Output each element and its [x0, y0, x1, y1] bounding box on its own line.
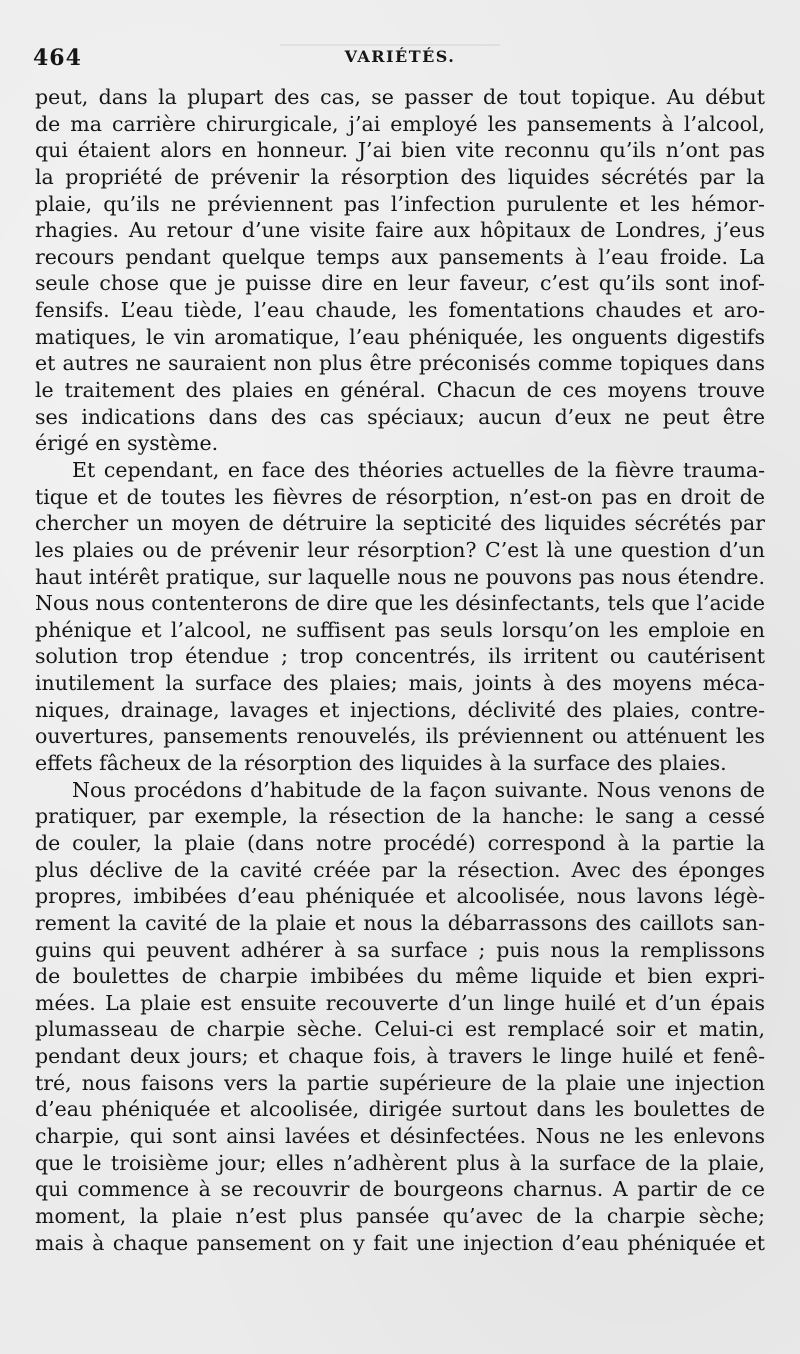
text-line: plumasseau de charpie sèche. Celui-ci est remplacé soir et matin,	[35, 1017, 765, 1042]
text-line: guins qui peuvent adhérer à sa surface ; puis nous la remplissons	[35, 937, 765, 962]
text-line: recours pendant quelque temps aux pansements à l’eau froide. La	[35, 244, 765, 269]
text-line: Et cependant, en face des théories actuelles de la fièvre trauma-	[72, 457, 765, 482]
text-line: niques, drainage, lavages et injections, déclivité des plaies, contre-	[35, 697, 765, 722]
running-head: VARIÉTÉS.	[344, 47, 456, 66]
text-line: phénique et l’alcool, ne suffisent pas seuls lorsqu’on les emploie en	[35, 617, 765, 642]
text-line: ouvertures, pansements renouvelés, ils préviennent ou atténuent les	[35, 724, 765, 749]
text-line: fensifs. L’eau tiède, l’eau chaude, les fomentations chaudes et aro-	[35, 298, 765, 323]
text-line: qui étaient alors en honneur. J’ai bien vite reconnu qu’ils n’ont pas	[35, 138, 765, 163]
text-line: qui commence à se recouvrir de bourgeons charnus. A partir de ce	[35, 1177, 765, 1202]
text-line: érigé en système.	[35, 431, 219, 456]
text-line: seule chose que je puisse dire en leur faveur, c’est qu’ils sont inof-	[35, 271, 765, 296]
text-line: mées. La plaie est ensuite recouverte d’un linge huilé et d’un épais	[35, 990, 765, 1015]
text-line: d’eau phéniquée et alcoolisée, dirigée surtout dans les boulettes de	[35, 1097, 765, 1122]
page-number: 464	[33, 45, 82, 71]
text-line: rhagies. Au retour d’une visite faire aux hôpitaux de Londres, j’eus	[35, 218, 765, 243]
text-line: propres, imbibées d’eau phéniquée et alcoolisée, nous lavons légè-	[35, 884, 765, 909]
text-line: solution trop étendue ; trop concentrés, ils irritent ou cautérisent	[35, 644, 765, 669]
text-line: effets fâcheux de la résorption des liquides à la surface des plaies.	[35, 751, 727, 776]
text-line: mais à chaque pansement on y fait une injection d’eau phéniquée et	[35, 1230, 765, 1255]
text-line: de couler, la plaie (dans notre procédé) correspond à la partie la	[35, 830, 765, 855]
text-line: plaie, qu’ils ne préviennent pas l’infection purulente et les hémor-	[35, 191, 765, 216]
text-line: Nous procédons d’habitude de la façon suivante. Nous venons de	[72, 777, 765, 802]
text-line: moment, la plaie n’est plus pansée qu’avec de la charpie sèche;	[35, 1203, 765, 1228]
text-line: de ma carrière chirurgicale, j’ai employé les pansements à l’alcool,	[35, 111, 765, 136]
text-line: pratiquer, par exemple, la résection de la hanche: le sang a cessé	[35, 804, 765, 829]
text-line: tique et de toutes les fièvres de résorption, n’est-on pas en droit de	[35, 484, 765, 509]
text-line: tré, nous faisons vers la partie supérieure de la plaie une injection	[35, 1070, 765, 1095]
text-line: Nous nous contenterons de dire que les désinfectants, tels que l’acide	[35, 591, 765, 616]
text-line: pendant deux jours; et chaque fois, à travers le linge huilé et fenê-	[35, 1044, 765, 1069]
text-line: charpie, qui sont ainsi lavées et désinfectées. Nous ne les enlevons	[35, 1123, 765, 1148]
text-line: chercher un moyen de détruire la septicité des liquides sécrétés par	[35, 511, 765, 536]
text-line: rement la cavité de la plaie et nous la débarrassons des caillots san-	[35, 910, 765, 935]
text-line: matiques, le vin aromatique, l’eau phéniquée, les onguents digestifs	[35, 324, 765, 349]
text-line: la propriété de prévenir la résorption des liquides sécrétés par la	[35, 164, 765, 189]
text-line: le traitement des plaies en général. Chacun de ces moyens trouve	[35, 378, 765, 403]
text-line: et autres ne sauraient non plus être préconisés comme topiques dans	[35, 351, 765, 376]
text-line: ses indications dans des cas spéciaux; aucun d’eux ne peut être	[35, 404, 765, 429]
text-line: haut intérêt pratique, sur laquelle nous ne pouvons pas nous étendre.	[35, 564, 765, 589]
body-text	[35, 84, 765, 1256]
text-line: les plaies ou de prévenir leur résorption? C’est là une question d’un	[35, 537, 765, 562]
text-line: plus déclive de la cavité créée par la résection. Avec des éponges	[35, 857, 765, 882]
text-line: inutilement la surface des plaies; mais, joints à des moyens méca-	[35, 671, 765, 696]
text-line: peut, dans la plupart des cas, se passer de tout topique. Au début	[35, 85, 765, 109]
text-line: de boulettes de charpie imbibées du même liquide et bien expri-	[35, 964, 765, 989]
text-line: que le troisième jour; elles n’adhèrent plus à la surface de la plaie,	[35, 1150, 765, 1175]
